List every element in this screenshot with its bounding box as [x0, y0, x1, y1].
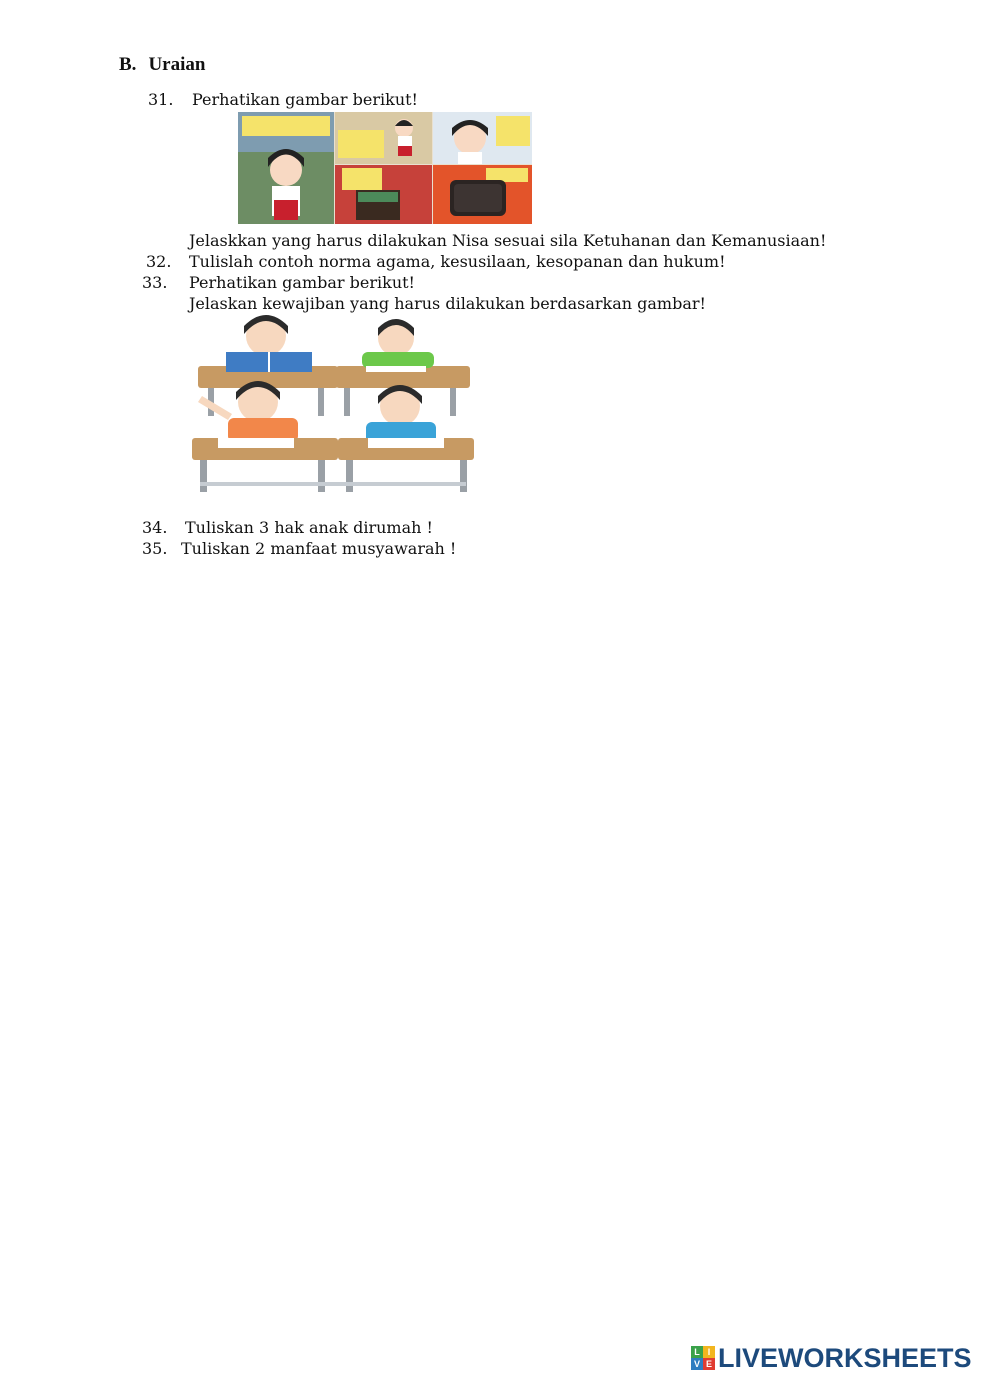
section-heading: Uraian [148, 54, 206, 75]
question-33-instruction: Jelaskan kewajiban yang harus dilakukan berdasarkan gambar! [189, 294, 706, 313]
question-number: 31. [148, 90, 174, 109]
liveworksheets-logo [691, 1344, 972, 1372]
question-34 [142, 518, 433, 538]
logo-text: LIVEWORKSHEETS [718, 1342, 972, 1373]
question-text: Tulislah contoh norma agama, kesusilaan, kesopanan dan hukum! [189, 252, 726, 271]
question-33 [142, 273, 415, 293]
question-number: 32. [146, 252, 172, 271]
question-text: Tuliskan 3 hak anak dirumah ! [185, 518, 433, 537]
question-31 [148, 90, 418, 110]
question-31-instruction: Jelaskkan yang harus dilakukan Nisa sesuai sila Ketuhanan dan Kemanusiaan! [189, 231, 827, 250]
question-number: 33. [142, 273, 168, 292]
logo-mark-icon: L I V E [691, 1346, 715, 1370]
question-text: Tuliskan 2 manfaat musyawarah ! [181, 539, 457, 558]
question-35 [142, 539, 456, 559]
section-letter: B. [119, 54, 137, 75]
question-text: Perhatikan gambar berikut! [189, 273, 415, 292]
question-text: Perhatikan gambar berikut! [192, 90, 418, 109]
classroom-students-image [188, 314, 478, 494]
question-32 [146, 252, 726, 272]
question-number: 34. [142, 518, 168, 537]
comic-strip-image [238, 112, 532, 224]
question-number: 35. [142, 539, 168, 558]
section-title [119, 54, 205, 76]
